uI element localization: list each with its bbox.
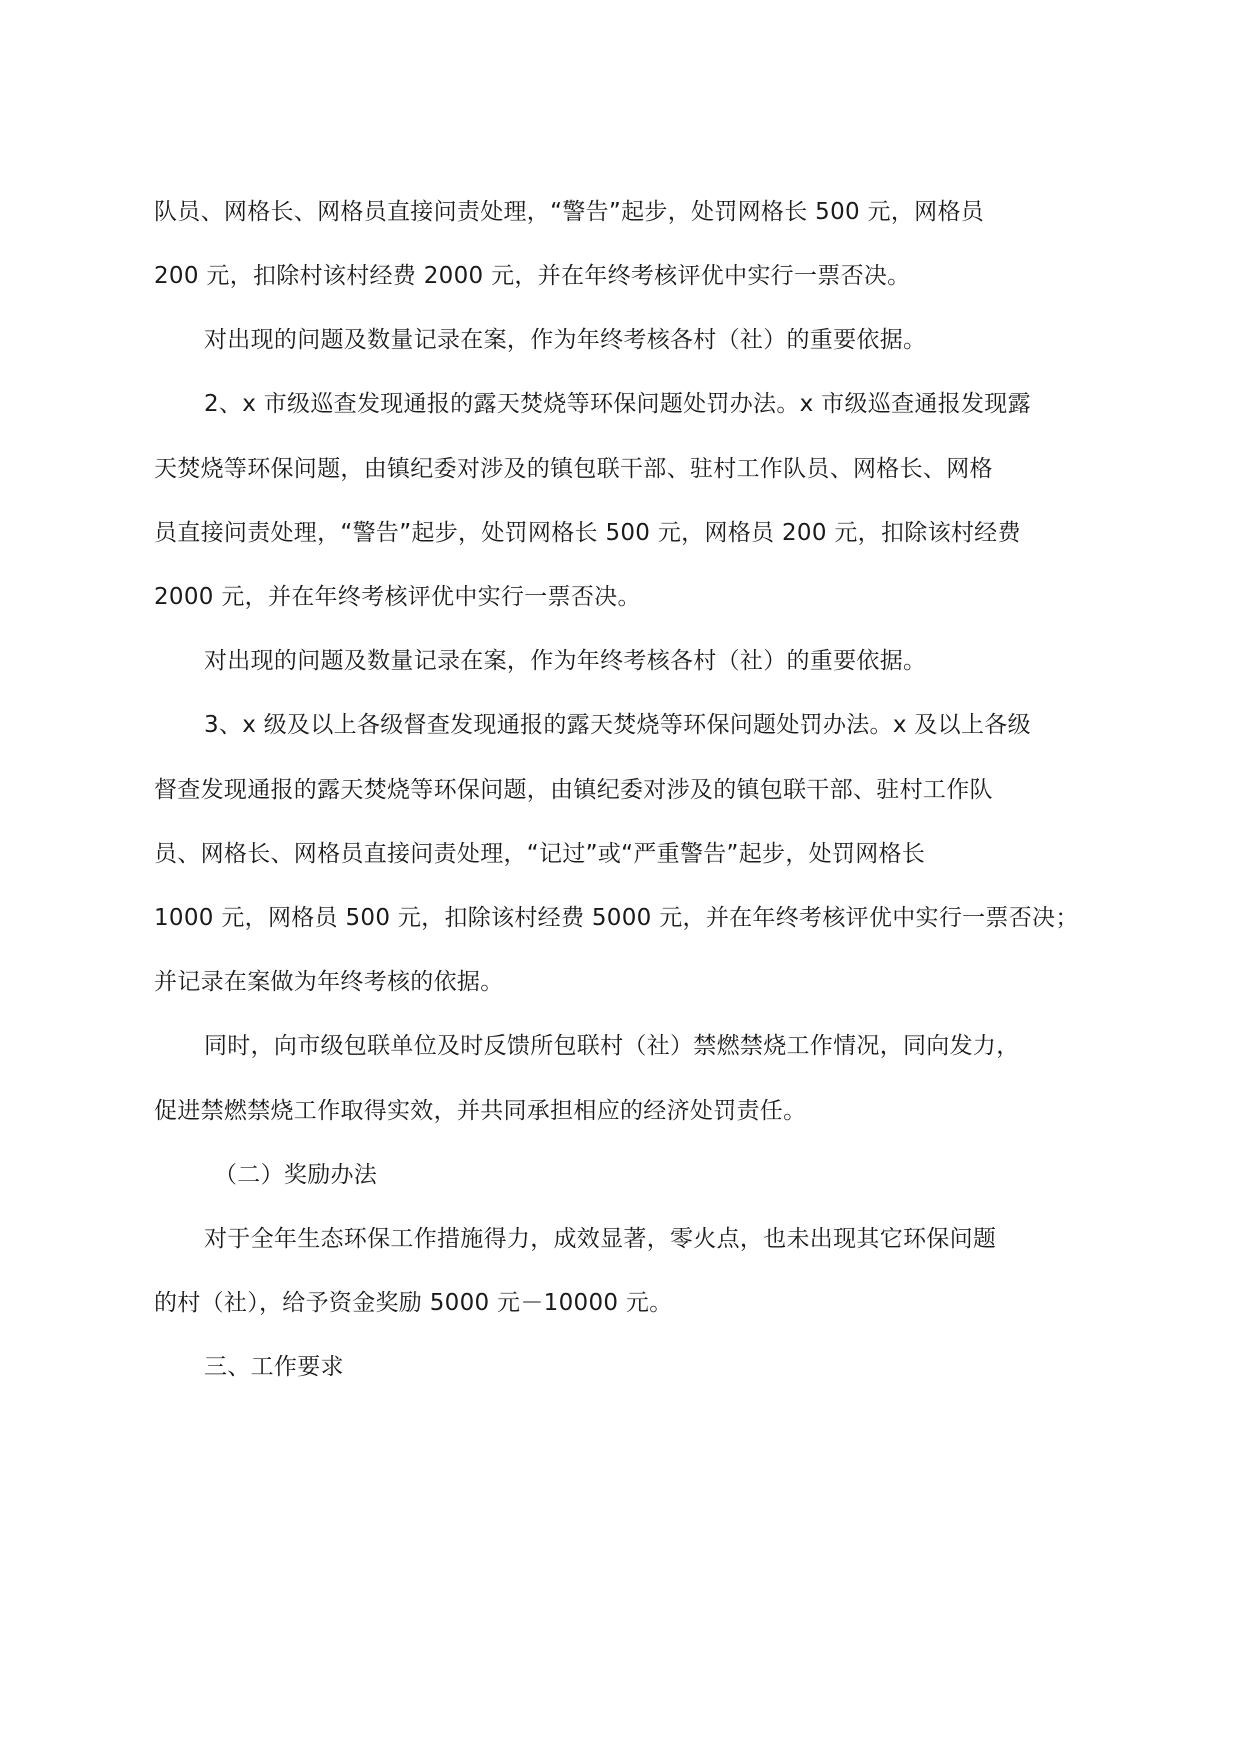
paragraph-line: 员、网格长、网格员直接问责处理，“记过”或“严重警告”起步，处罚网格长: [154, 841, 926, 867]
paragraph-line: 3、x 级及以上各级督查发现通报的露天焚烧等环保问题处罚办法。x 及以上各级: [204, 712, 1031, 738]
paragraph-line: 队员、网格长、网格员直接问责处理，“警告”起步，处罚网格长 500 元，网格员: [154, 199, 985, 225]
paragraph-line: 2000 元，并在年终考核评优中实行一票否决。: [154, 584, 641, 610]
paragraph-line: 员直接问责处理，“警告”起步，处罚网格长 500 元，网格员 200 元，扣除该村经费: [154, 520, 1021, 546]
section-heading: 三、工作要求: [204, 1354, 344, 1380]
section-heading: （二）奖励办法: [214, 1162, 378, 1188]
paragraph-line: 1000 元，网格员 500 元，扣除该村经费 5000 元，并在年终考核评优中实行一票否决；: [154, 905, 1079, 931]
paragraph-line: 对于全年生态环保工作措施得力，成效显著，零火点，也未出现其它环保问题: [204, 1226, 997, 1252]
paragraph-line: 督查发现通报的露天焚烧等环保问题，由镇纪委对涉及的镇包联干部、驻村工作队: [154, 777, 993, 803]
paragraph-line: 对出现的问题及数量记录在案，作为年终考核各村（社）的重要依据。: [204, 648, 927, 674]
paragraph-line: 对出现的问题及数量记录在案，作为年终考核各村（社）的重要依据。: [204, 327, 927, 353]
paragraph-line: 并记录在案做为年终考核的依据。: [154, 969, 504, 995]
paragraph-line: 同时，向市级包联单位及时反馈所包联村（社）禁燃禁烧工作情况，同向发力，: [204, 1033, 1020, 1059]
paragraph-line: 的村（社），给予资金奖励 5000 元－10000 元。: [154, 1290, 673, 1316]
paragraph-line: 200 元，扣除村该村经费 2000 元，并在年终考核评优中实行一票否决。: [154, 263, 911, 289]
paragraph-line: 促进禁燃禁烧工作取得实效，并共同承担相应的经济处罚责任。: [154, 1098, 807, 1124]
paragraph-line: 天焚烧等环保问题，由镇纪委对涉及的镇包联干部、驻村工作队员、网格长、网格: [154, 456, 993, 482]
paragraph-line: 2、x 市级巡查发现通报的露天焚烧等环保问题处罚办法。x 市级巡查通报发现露: [204, 391, 1031, 417]
